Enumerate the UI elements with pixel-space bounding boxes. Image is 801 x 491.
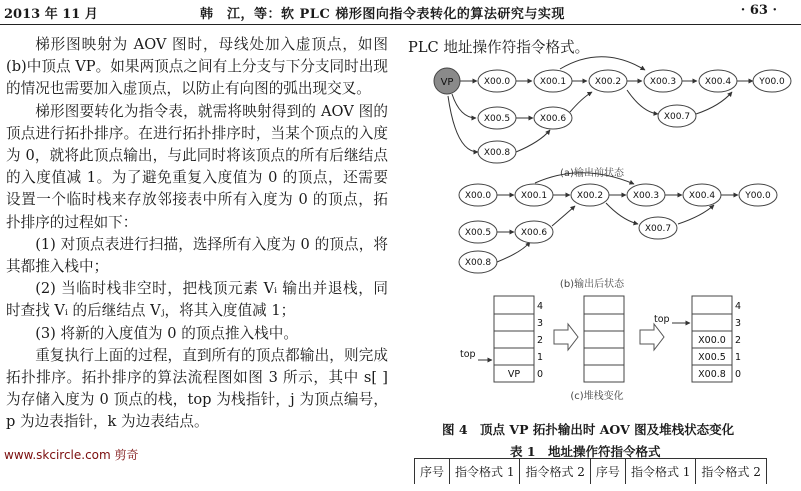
node-x00-8: X00.8 xyxy=(483,148,511,158)
page-header xyxy=(0,0,801,24)
stack1-item-vp: VP xyxy=(507,369,521,380)
stack1-index-4: 4 xyxy=(537,301,544,312)
node-x00-4: X00.4 xyxy=(704,77,732,87)
col-header: 指令格式 1 xyxy=(625,459,695,485)
figure-4-caption: 图 4 顶点 VP 拓扑输出时 AOV 图及堆栈状态变化 xyxy=(442,422,735,437)
stack3-index-2: 2 xyxy=(735,335,742,346)
node-vp: VP xyxy=(440,77,454,88)
stack3-item-x00-0: X00.0 xyxy=(698,335,726,346)
stack3-item-x00-5: X00.5 xyxy=(698,352,726,363)
node-x00-5: X00.5 xyxy=(483,114,511,124)
table-1-caption: 表 1 地址操作符指令格式 xyxy=(510,444,661,459)
header-date: 2013 年 11 月 xyxy=(4,7,98,22)
node-x00-6: X00.6 xyxy=(539,114,567,124)
paragraph-repeat: 重复执行上面的过程，直到所有的顶点都输出，则完成拓扑排序。拓扑排序的算法流程图如图 3 所示，其中 s[ ] 为存储入度为 0 顶点的栈，top 为栈指针，j 为顶点编号，p 为边表指针，k 为边表结点。 xyxy=(6,346,388,431)
header-page-number: · 63 · xyxy=(740,3,777,18)
node-x00-2: X00.2 xyxy=(594,77,622,87)
stack1-index-0: 0 xyxy=(537,369,544,380)
graph-b-nodes xyxy=(459,184,777,273)
stack-2 xyxy=(584,296,624,382)
col-header: 指令格式 2 xyxy=(696,459,766,485)
header-rule xyxy=(0,24,801,25)
node-b-y00-0: Y00.0 xyxy=(745,191,771,201)
header-title: 韩 江，等：软 PLC 梯形图向指令表转化的算法研究与实现 xyxy=(200,7,565,22)
table-1 xyxy=(414,458,767,484)
caption-b: (b)输出后状态 xyxy=(559,279,625,290)
stack1-index-3: 3 xyxy=(537,318,544,329)
node-b-x00-7: X00.7 xyxy=(644,224,672,234)
step-1: (1) 对顶点表进行扫描，选择所有入度为 0 的顶点，将其都推入栈中； xyxy=(6,235,388,276)
stack3-index-1: 1 xyxy=(735,352,742,363)
stack3-item-x00-8: X00.8 xyxy=(698,369,726,380)
node-b-x00-3: X00.3 xyxy=(632,191,660,201)
node-b-x00-6: X00.6 xyxy=(520,228,548,238)
stack1-index-2: 2 xyxy=(537,335,544,346)
stack1-top-label: top xyxy=(460,349,476,360)
node-x00-1: X00.1 xyxy=(539,77,567,87)
watermark: www.skcircle.com 剪奇 xyxy=(4,448,139,462)
node-b-x00-1: X00.1 xyxy=(520,191,548,201)
paragraph-topological-sort: 梯形图要转化为指令表，就需将映射得到的 AOV 图的顶点进行拓扑排序。在进行拓扑排序时，当某个顶点的入度为 0，就将此顶点输出，与此同时将该顶点的所有后继结点的入度值减 1。为了避免重复入度值为 0 的顶点，还需要设置一个临时栈来存放邻接表中所有入度为 0 的顶点，拓扑排序的过程如下： xyxy=(6,102,388,231)
caption-c: (c)堆栈变化 xyxy=(570,391,624,402)
right-intro-text: PLC 地址操作符指令格式。 xyxy=(408,39,590,56)
step-2: (2) 当临时栈非空时，把栈顶元素 Vᵢ 输出并退栈，同时查找 Vᵢ 的后继结点 Vⱼ，将其入度值减 1； xyxy=(6,280,388,320)
graph-a-nodes xyxy=(434,68,791,163)
stack3-index-3: 3 xyxy=(735,318,742,329)
node-b-x00-8: X00.8 xyxy=(464,258,492,268)
left-column xyxy=(6,34,388,434)
step-3: (3) 将新的入度值为 0 的顶点推入栈中。 xyxy=(35,324,298,342)
col-header: 序号 xyxy=(415,459,450,485)
node-b-x00-4: X00.4 xyxy=(688,191,716,201)
node-x00-3: X00.3 xyxy=(649,77,677,87)
node-y00-0: Y00.0 xyxy=(759,77,785,87)
caption-a: (a)输出前状态 xyxy=(560,168,624,179)
col-header: 指令格式 2 xyxy=(520,459,590,485)
table-header-row xyxy=(415,459,767,485)
node-b-x00-0: X00.0 xyxy=(464,191,492,201)
col-header: 序号 xyxy=(590,459,625,485)
node-b-x00-5: X00.5 xyxy=(464,228,492,238)
col-header: 指令格式 1 xyxy=(450,459,520,485)
stack3-top-label: top xyxy=(654,314,670,325)
stack3-index-4: 4 xyxy=(735,301,742,312)
figure-4 xyxy=(402,30,800,420)
stack3-index-0: 0 xyxy=(735,369,742,380)
node-x00-7: X00.7 xyxy=(663,112,691,122)
paragraph-virtual-vertex: 梯形图映射为 AOV 图时，母线处加入虚顶点，如图(b)中顶点 VP。如果两顶点之间有上分支与下分支同时出现的情况也需要加入虚顶点，以防止有向图的弧出现交叉。 xyxy=(6,36,388,98)
stack1-index-1: 1 xyxy=(537,352,544,363)
node-b-x00-2: X00.2 xyxy=(576,191,604,201)
node-x00-0: X00.0 xyxy=(483,77,511,87)
